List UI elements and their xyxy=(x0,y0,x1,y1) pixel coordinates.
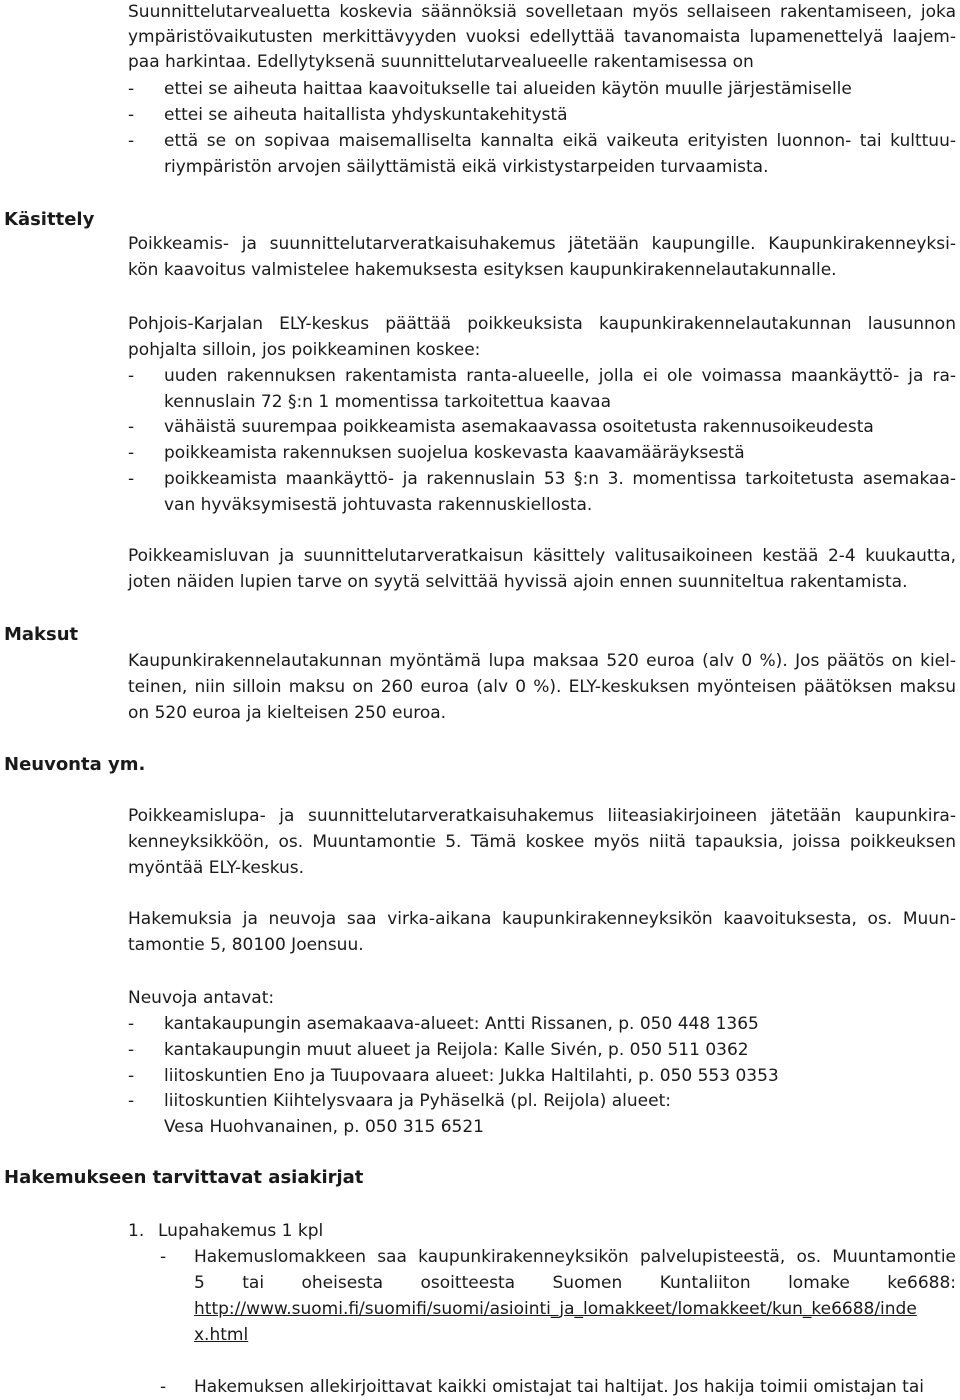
kasittely-p3-line-2: joten näiden lupien tarve on syytä selvittää hyvissä ajoin ennen suunniteltua rakentamista. xyxy=(128,572,908,592)
dash: - xyxy=(160,1247,167,1267)
kasittely-bullet-1 xyxy=(128,363,956,389)
bullet-text: ettei se aiheuta haitallista yhdyskuntakehitystä xyxy=(164,105,568,125)
bullet-text: poikkeamista rakennuksen suojelua koskevasta kaavamääräyksestä xyxy=(164,443,745,463)
intro-line-1: Suunnittelutarvealuetta koskevia säännöksiä sovelletaan myös sellaiseen rakentamiseen, joka xyxy=(128,2,956,22)
advisor-1 xyxy=(128,1011,956,1037)
intro-bullet-3-cont: riympäristön arvojen säilyttämistä eikä virkistystarpeiden turvaamista. xyxy=(164,157,769,177)
bullet-text: ettei se aiheuta haittaa kaavoitukselle tai alueiden käytön muulle järjestämiselle xyxy=(164,79,852,99)
neuvonta-p2-line-2: tamontie 5, 80100 Joensuu. xyxy=(128,935,364,955)
kasittely-p2-line-1: Pohjois-Karjalan ELY-keskus päättää poikkeuksista kaupunkirakennelautakunnan lausunnon xyxy=(128,314,956,334)
form-link[interactable]: http://www.suomi.fi/suomifi/suomi/asiointi_ja_lomakkeet/lomakkeet/kun_ke6688/inde xyxy=(194,1299,917,1319)
bullet-text: että se on sopivaa maisemalliselta kannalta eikä vaikeuta erityisten luonnon- tai kulttuu- xyxy=(164,131,956,151)
sub-text: Hakemuksen allekirjoittavat kaikki omistajat tai haltijat. Jos hakija toimii omistajan tai xyxy=(194,1377,924,1397)
item-1 xyxy=(128,1218,956,1244)
heading-maksut: Maksut xyxy=(4,624,79,645)
maksut-line-2: teinen, niin silloin maksu on 260 euroa (alv 0 %). ELY-keskuksen myönteisen päätöksen maksu xyxy=(128,677,956,697)
dash: - xyxy=(160,1377,167,1397)
maksut-line-3: on 520 euroa ja kielteisen 250 euroa. xyxy=(128,703,447,723)
advisor-4 xyxy=(128,1088,956,1114)
dash: - xyxy=(128,131,135,151)
sub-text: Hakemuslomakkeen saa kaupunkirakenneyksikön palvelupisteestä, os. Muuntamontie xyxy=(194,1247,956,1267)
maksut-line-1: Kaupunkirakennelautakunnan myöntämä lupa maksaa 520 euroa (alv 0 %). Jos päätös on kiel- xyxy=(128,651,956,671)
dash: - xyxy=(128,366,135,386)
intro-line-3: paa harkintaa. Edellytyksenä suunnittelutarvealueelle rakentamisessa on xyxy=(128,52,754,72)
advisor-text: liitoskuntien Kiihtelysvaara ja Pyhäselkä (pl. Reijola) alueet: xyxy=(164,1091,671,1111)
item-number: 1. xyxy=(128,1221,145,1241)
advisor-text: kantakaupungin asemakaava-alueet: Antti Rissanen, p. 050 448 1365 xyxy=(164,1014,759,1034)
intro-bullet-2 xyxy=(128,102,956,128)
kasittely-p3-line-1: Poikkeamisluvan ja suunnittelutarveratkaisun käsittely valitusaikoineen kestää 2-4 kuukautta, xyxy=(128,546,956,566)
form-link-line-1[interactable] xyxy=(194,1296,956,1322)
bullet-text: uuden rakennuksen rakentamista ranta-alueelle, jolla ei ole voimassa maankäyttö- ja ra- xyxy=(164,366,956,386)
advisor-text: kantakaupungin muut alueet ja Reijola: Kalle Sivén, p. 050 511 0362 xyxy=(164,1040,749,1060)
dash: - xyxy=(128,417,135,437)
intro-bullet-1 xyxy=(128,76,956,102)
item-1-sub-1-cont: 5 tai oheisesta osoitteesta Suomen Kuntaliiton lomake ke6688: xyxy=(194,1273,956,1293)
kasittely-p1-line-2: kön kaavoitus valmistelee hakemuksesta esityksen kaupunkirakennelautakunnalle. xyxy=(128,260,837,280)
kasittely-p1-line-1: Poikkeamis- ja suunnittelutarveratkaisuhakemus jätetään kaupungille. Kaupunkirakenneyksi- xyxy=(128,234,956,254)
dash: - xyxy=(128,1066,135,1086)
kasittely-bullet-2 xyxy=(128,414,956,440)
heading-neuvonta: Neuvonta ym. xyxy=(4,754,146,775)
dash: - xyxy=(128,105,135,125)
advisor-4-cont: Vesa Huohvanainen, p. 050 315 6521 xyxy=(164,1117,484,1137)
item-1-sub-1 xyxy=(160,1244,956,1270)
kasittely-p2-line-2: pohjalta silloin, jos poikkeaminen koskee: xyxy=(128,340,481,360)
form-link-cont[interactable]: x.html xyxy=(194,1325,249,1345)
form-link-line-2[interactable] xyxy=(194,1322,956,1348)
dash: - xyxy=(128,443,135,463)
neuvonta-p1-line-3: myöntää ELY-keskus. xyxy=(128,858,305,878)
advisors-title: Neuvoja antavat: xyxy=(128,988,275,1008)
advisor-text: liitoskuntien Eno ja Tuupovaara alueet: Jukka Haltilahti, p. 050 553 0353 xyxy=(164,1066,779,1086)
dash: - xyxy=(128,1040,135,1060)
dash: - xyxy=(128,469,135,489)
kasittely-bullet-1-cont: kennuslain 72 §:n 1 momentissa tarkoitettua kaavaa xyxy=(164,392,612,412)
intro-bullet-3 xyxy=(128,128,956,154)
intro-line-2: ympäristövaikutusten merkittävyyden vuoksi edellyttää tavanomaista lupamenettelyä laajem- xyxy=(128,27,956,47)
bullet-text: vähäistä suurempaa poikkeamista asemakaavassa osoitetusta rakennusoikeudesta xyxy=(164,417,874,437)
bullet-text: poikkeamista maankäyttö- ja rakennuslain 53 §:n 3. momentissa tarkoitetusta asemakaa- xyxy=(164,469,956,489)
kasittely-bullet-4-cont: van hyväksymisestä johtuvasta rakennuskiellosta. xyxy=(164,495,593,515)
neuvonta-p1-line-2: kenneyksikköön, os. Muuntamontie 5. Tämä koskee myös niitä tapauksia, joissa poikkeuksen xyxy=(128,832,956,852)
kasittely-bullet-3 xyxy=(128,440,956,466)
neuvonta-p2-line-1: Hakemuksia ja neuvoja saa virka-aikana kaupunkirakenneyksikön kaavoituksesta, os. Muun- xyxy=(128,909,956,929)
neuvonta-p1-line-1: Poikkeamislupa- ja suunnittelutarveratkaisuhakemus liiteasiakirjoineen jätetään kaupunkira- xyxy=(128,806,956,826)
dash: - xyxy=(128,1014,135,1034)
dash: - xyxy=(128,79,135,99)
heading-kasittely: Käsittely xyxy=(4,209,95,230)
heading-asiakirjat: Hakemukseen tarvittavat asiakirjat xyxy=(4,1167,364,1188)
advisor-2 xyxy=(128,1037,956,1063)
item-1-sub-2 xyxy=(160,1374,956,1400)
advisor-3 xyxy=(128,1063,956,1089)
kasittely-bullet-4 xyxy=(128,466,956,492)
item-label: Lupahakemus 1 kpl xyxy=(158,1221,324,1241)
dash: - xyxy=(128,1091,135,1111)
